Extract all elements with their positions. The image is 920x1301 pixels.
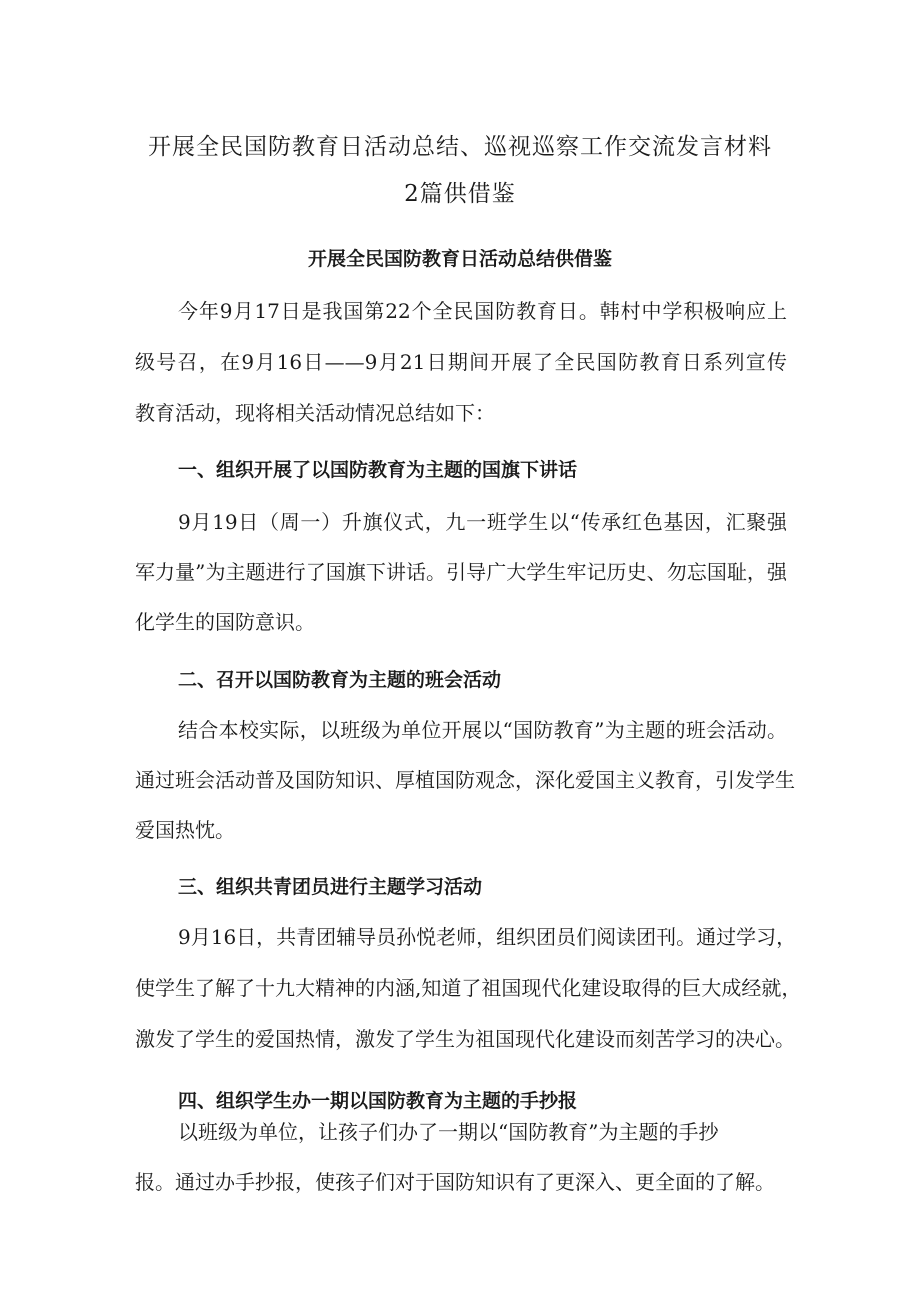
section-1-line-3: 化学生的国防意识。 — [135, 610, 315, 634]
section-2-line-2: 通过班会活动普及国防知识、厚植国防观念，深化爱国主义教育，引发学生 — [135, 768, 795, 792]
document-title-line-2: 2篇供借鉴 — [404, 181, 516, 207]
section-4-line-1: 以班级为单位，让孩子们办了一期以“国防教育”为主题的手抄 — [178, 1120, 719, 1144]
section-4-heading: 四、组织学生办一期以国防教育为主题的手抄报 — [178, 1090, 578, 1112]
section-3-line-1: 9月16日，共青团辅导员孙悦老师，组织团员们阅读团刊。通过学习， — [178, 925, 797, 949]
section-4-line-2: 报。通过办手抄报，使孩子们对于国防知识有了更深入、更全面的了解。 — [135, 1170, 775, 1194]
section-3-line-2: 使学生了解了十九大精神的内涵,知道了祖国现代化建设取得的巨大成经就， — [135, 976, 802, 1000]
section-2-line-3: 爱国热忱。 — [135, 818, 235, 842]
section-1-heading: 一、组织开展了以国防教育为主题的国旗下讲话 — [178, 459, 578, 481]
section-1-line-1: 9月19日（周一）升旗仪式，九一班学生以“传承红色基因，汇聚强 — [178, 510, 787, 534]
section-1-line-2: 军力量”为主题进行了国旗下讲话。引导广大学生牢记历史、勿忘国耻，强 — [135, 560, 787, 584]
article-subtitle: 开展全民国防教育日活动总结供借鉴 — [307, 248, 612, 270]
section-2-heading: 二、召开以国防教育为主题的班会活动 — [178, 669, 502, 691]
intro-line-2: 级号召，在9月16日——9月21日期间开展了全民国防教育日系列宣传 — [135, 350, 787, 374]
intro-line-3: 教育活动，现将相关活动情况总结如下： — [135, 401, 495, 425]
document-title-line-1: 开展全民国防教育日活动总结、巡视巡察工作交流发言材料 — [148, 134, 772, 160]
section-2-line-1: 结合本校实际，以班级为单位开展以“国防教育”为主题的班会活动。 — [178, 718, 787, 742]
section-3-heading: 三、组织共青团员进行主题学习活动 — [178, 876, 483, 898]
section-3-line-3: 激发了学生的爱国热情，激发了学生为祖国现代化建设而刻苦学习的决心。 — [135, 1027, 795, 1051]
intro-line-1: 今年9月17日是我国第22个全民国防教育日。韩村中学积极响应上 — [178, 299, 787, 323]
